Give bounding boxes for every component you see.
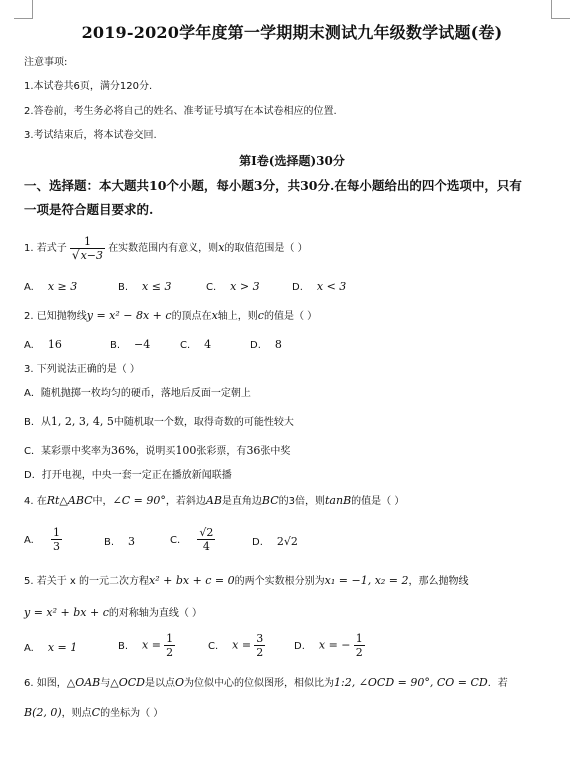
question-1-stem	[24, 234, 566, 263]
frac-den: 4	[202, 540, 210, 553]
notice-item-2: 2.答卷前，考生务必将自己的姓名、准考证号填写在本试卷相应的位置.	[24, 106, 337, 117]
frac-den: 2	[355, 646, 363, 659]
q1-fraction	[70, 235, 105, 262]
option-label: A.	[24, 282, 34, 293]
q4-ab: AB	[205, 494, 222, 507]
question-6-stem-line2	[24, 706, 566, 721]
q4-a-fraction	[51, 526, 62, 553]
frac-num: 1	[53, 526, 61, 539]
q3-c-num: 100	[175, 444, 197, 457]
frac-den: 2	[166, 646, 174, 659]
q2-mid2: 轴上，则	[217, 311, 258, 322]
option-label: C.	[180, 340, 191, 351]
q4-mid4: 的3倍，则	[278, 496, 326, 507]
q5-parabola: y = x² + bx + c	[24, 606, 109, 619]
frac-num: √2	[199, 526, 214, 539]
q2-var: x	[211, 309, 218, 322]
q3-c-pre: C．某彩票中奖率为	[24, 446, 111, 457]
q6-point-o: O	[174, 676, 184, 689]
q6-post: ．若	[487, 678, 508, 689]
q1-var: x	[218, 241, 225, 254]
q6-line2-mid: ，则点	[61, 708, 92, 719]
q5-b-fraction	[164, 632, 175, 659]
option-text: 3	[128, 535, 136, 548]
option-text: 16	[47, 338, 62, 351]
notice-heading: 注意事项:	[24, 57, 68, 68]
q4-mid2: ，若斜边	[165, 496, 206, 507]
q4-option-b	[104, 535, 135, 548]
q5-option-a	[24, 641, 77, 654]
q6-point-b: B(2, 0)	[24, 706, 62, 719]
q5-option-d	[294, 632, 365, 659]
q6-mid3: 为位似中心的位似图形，相似比为	[184, 678, 334, 689]
q3-c-num2: 36	[246, 444, 261, 457]
q3-option-a: A．随机抛掷一枚均匀的硬币，落地后反面一定朝上	[24, 388, 251, 399]
q5-d-fraction	[354, 632, 365, 659]
q5-pre: 5. 若关于 x 的一元二次方程	[24, 576, 149, 587]
q1-frac-den	[70, 249, 105, 262]
q1-option-c	[206, 280, 260, 293]
q4-tan: tanB	[325, 494, 352, 507]
option-label: B.	[118, 640, 129, 652]
q6-pre: 6. 如图，	[24, 678, 67, 689]
q3-b-nums: 1, 2, 3, 4, 5	[50, 415, 114, 428]
option-label: A.	[24, 534, 34, 546]
q2-option-a	[24, 338, 62, 351]
q5-line2-post: 的对称轴为直线（ ）	[108, 608, 203, 619]
q4-bc: BC	[261, 494, 279, 507]
option-text: x > 3	[230, 280, 260, 293]
frac-num: 1	[166, 632, 174, 645]
option-label: D.	[252, 537, 263, 548]
q4-option-c	[170, 526, 215, 553]
q3-b-post: 中随机取一个数，取得奇数的可能性较大	[113, 417, 294, 428]
q4-option-d	[252, 535, 298, 548]
part-title: 第Ⅰ卷(选择题)30分	[239, 154, 345, 168]
q1-option-a	[24, 280, 77, 293]
q6-triangle-ocd: △OCD	[110, 676, 145, 689]
question-6-stem-line1	[24, 676, 566, 691]
q5-option-b	[118, 632, 175, 659]
option-text: −4	[134, 338, 151, 351]
option-text: x = 1	[47, 641, 78, 654]
section-header-line2: 一项是符合题目要求的.	[24, 202, 154, 217]
q6-line2-post: 的坐标为（ ）	[100, 708, 164, 719]
question-2-stem	[24, 309, 566, 324]
sqrt-icon: √	[71, 247, 80, 262]
q1-radicand: x−3	[80, 248, 103, 262]
notice-item-3: 3.考试结束后，将本试卷交回.	[24, 130, 157, 141]
option-label: B.	[104, 537, 115, 548]
q3-option-d: D．打开电视，中央一套一定正在播放新闻联播	[24, 470, 232, 481]
option-text: x ≤ 3	[142, 280, 172, 293]
q4-post: 的值是（ ）	[351, 496, 405, 507]
q6-point-c: C	[91, 706, 101, 719]
notice-item-1: 1.本试卷共6页，满分120分.	[24, 81, 153, 92]
option-label: A.	[24, 643, 34, 654]
q2-option-b	[110, 338, 150, 351]
q2-mid: 的顶点在	[171, 311, 212, 322]
option-pre: x =	[142, 638, 161, 652]
q1-post2: 的取值范围是（ ）	[224, 243, 308, 254]
q6-mid: 与	[100, 678, 111, 689]
frac-den: 3	[53, 540, 61, 553]
q4-triangle: Rt△ABC	[46, 494, 93, 507]
q2-pre: 2. 已知抛物线	[24, 311, 87, 322]
q5-equation: x² + bx + c = 0	[149, 574, 235, 587]
q2-option-c	[180, 338, 211, 351]
frac-den: 2	[256, 646, 264, 659]
q2-var2: c	[257, 309, 264, 322]
q4-mid3: 是直角边	[221, 496, 262, 507]
section-header-line1: 一、选择题：本大题共10个小题，每小题3分，共30分.在每小题给出的四个选项中，只有	[24, 178, 522, 193]
option-label: C.	[170, 534, 181, 546]
q1-option-b	[118, 280, 171, 293]
question-3-stem: 3. 下列说法正确的是（ ）	[24, 364, 140, 375]
q5-c-fraction	[254, 632, 265, 659]
q4-c-fraction	[197, 526, 215, 553]
q3-option-c	[24, 444, 566, 459]
option-label: B.	[110, 340, 121, 351]
q3-c-mid: ，说明买	[135, 446, 176, 457]
q4-angle: ∠C = 90°	[112, 494, 166, 507]
q3-b-pre: B．从	[24, 417, 51, 428]
q3-c-rate: 36%	[110, 444, 136, 457]
option-text: x ≥ 3	[47, 280, 78, 293]
question-5-stem-line1	[24, 574, 566, 589]
question-4-stem	[24, 494, 566, 509]
q2-expr: y = x² − 8x + c	[86, 309, 172, 322]
option-label: C.	[206, 282, 217, 293]
q5-post: ，那么抛物线	[408, 576, 469, 587]
q4-option-a	[24, 526, 62, 553]
q1-post: 在实数范围内有意义，则	[108, 243, 219, 254]
exam-title: 2019-2020学年度第一学期期末测试九年级数学试题(卷)	[81, 23, 503, 42]
q5-option-c	[208, 632, 265, 659]
q6-ratio: 1:2, ∠OCD = 90°, CO = CD	[334, 676, 488, 689]
q3-c-mid2: 张彩票，有	[196, 446, 247, 457]
option-label: A.	[24, 340, 34, 351]
option-label: C.	[208, 640, 219, 652]
q1-option-d	[292, 280, 346, 293]
question-5-stem-line2	[24, 606, 566, 621]
option-label: B.	[118, 282, 129, 293]
q2-option-d	[250, 338, 282, 351]
q3-c-post: 张中奖	[260, 446, 291, 457]
q6-triangle-oab: △OAB	[66, 676, 101, 689]
q3-option-b	[24, 415, 566, 430]
q4-pre: 4. 在	[24, 496, 47, 507]
option-text: 8	[274, 338, 282, 351]
option-label: D.	[292, 282, 303, 293]
option-text: 4	[204, 338, 212, 351]
option-text: x < 3	[316, 280, 347, 293]
q5-mid: 的两个实数根分别为	[234, 576, 325, 587]
q6-mid2: 是以点	[144, 678, 175, 689]
option-label: D.	[250, 340, 261, 351]
option-pre: x =	[232, 638, 252, 652]
q2-post: 的值是（ ）	[263, 311, 318, 322]
frac-num: 1	[355, 632, 363, 645]
q4-mid: 中，	[92, 496, 113, 507]
frac-num: 3	[256, 632, 264, 645]
option-pre: x = −	[318, 638, 351, 652]
option-text: 2√2	[276, 535, 298, 548]
q1-pre: 1. 若式子	[24, 243, 67, 254]
q1-frac-num: 1	[70, 235, 105, 249]
option-label: D.	[294, 640, 305, 652]
q5-roots: x₁ = −1, x₂ = 2	[324, 574, 409, 587]
